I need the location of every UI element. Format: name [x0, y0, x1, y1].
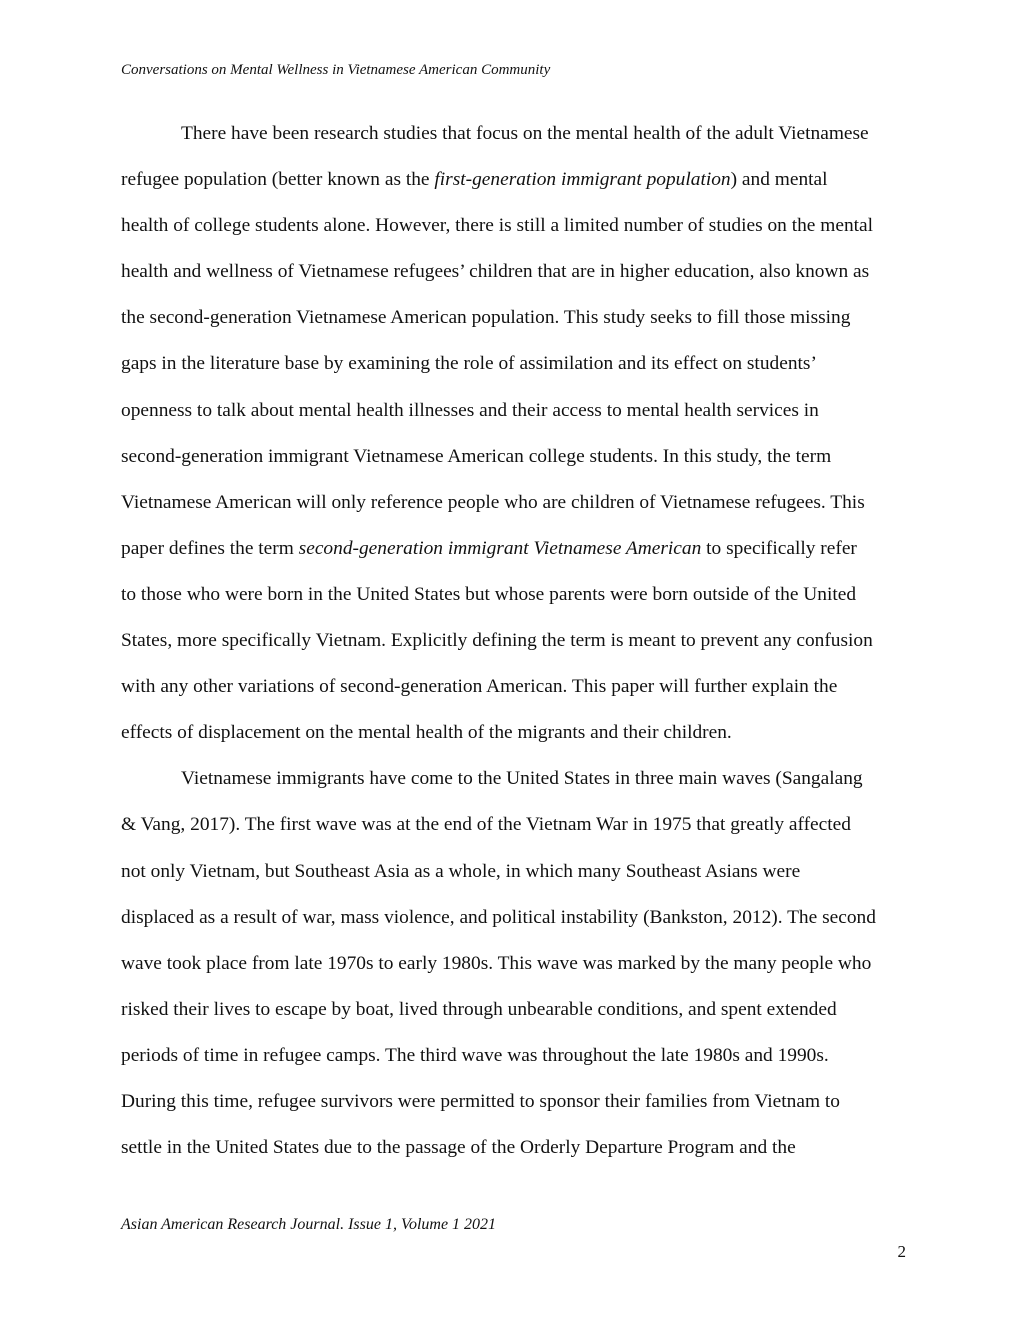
text-line — [121, 765, 911, 811]
text-run: not only Vietnam, but Southeast Asia as a whole, in which many Southeast Asians were — [121, 860, 801, 882]
text-line — [121, 258, 911, 304]
text-line — [121, 304, 911, 350]
text-run: paper defines the term — [121, 537, 299, 559]
text-line — [121, 996, 911, 1042]
text-run: health and wellness of Vietnamese refugees’ children that are in higher education, also known as — [121, 261, 870, 283]
text-line — [121, 858, 911, 904]
text-line — [121, 489, 911, 535]
text-line — [121, 1042, 911, 1088]
text-run: displaced as a result of war, mass violence, and political instability (Bankston, 2012). The second — [121, 906, 876, 928]
text-run: openness to talk about mental health illnesses and their access to mental health services in — [121, 399, 819, 421]
text-run: to those who were born in the United States but whose parents were born outside of the United — [121, 583, 857, 605]
text-run: refugee population (better known as the — [121, 169, 435, 191]
text-line — [121, 581, 911, 627]
text-line — [121, 673, 911, 719]
text-run: & Vang, 2017). The first wave was at the end of the Vietnam War in 1975 that greatly affected — [121, 814, 851, 836]
text-run: States, more specifically Vietnam. Explicitly defining the term is meant to prevent any confusion — [121, 630, 873, 652]
text-line — [121, 627, 911, 673]
text-line — [121, 719, 911, 765]
text-run: There have been research studies that focus on the mental health of the adult Vietnamese — [181, 123, 869, 144]
text-run: second-generation immigrant Vietnamese American college students. In this study, the term — [121, 445, 832, 467]
text-line — [121, 1088, 911, 1134]
text-run: During this time, refugee survivors were permitted to sponsor their families from Vietnam to — [121, 1090, 840, 1112]
text-line — [121, 166, 911, 212]
text-line — [121, 950, 911, 996]
italic-term: second-generation immigrant Vietnamese American — [298, 537, 702, 559]
text-run: to specifically refer — [701, 537, 857, 559]
text-run: Vietnamese American will only reference people who are children of Vietnamese refugees. This — [121, 491, 865, 513]
text-run: risked their lives to escape by boat, lived through unbearable conditions, and spent extended — [121, 998, 837, 1020]
text-line — [121, 811, 911, 857]
text-line — [121, 397, 911, 443]
text-run: wave took place from late 1970s to early 1980s. This wave was marked by the many people who — [121, 952, 872, 974]
text-run: health of college students alone. However, there is still a limited number of studies on the mental — [121, 215, 874, 237]
text-run: with any other variations of second-generation American. This paper will further explain the — [121, 676, 838, 698]
text-line — [121, 350, 911, 396]
text-line — [121, 212, 911, 258]
text-line — [121, 1134, 911, 1180]
text-line — [121, 443, 911, 489]
text-run: settle in the United States due to the passage of the Orderly Departure Program and the — [121, 1137, 796, 1159]
text-line — [121, 904, 911, 950]
body-text — [121, 120, 911, 1180]
italic-term: first-generation immigrant population — [434, 169, 731, 191]
page-number: 2 — [897, 1242, 906, 1261]
running-header: Conversations on Mental Wellness in Vietnamese American Community — [121, 62, 551, 78]
text-run: ) and mental — [730, 169, 828, 191]
text-run: Vietnamese immigrants have come to the United States in three main waves (Sangalang — [181, 768, 863, 790]
text-line — [121, 535, 911, 581]
text-run: gaps in the literature base by examining the role of assimilation and its effect on students’ — [121, 353, 817, 375]
text-run: the second-generation Vietnamese American population. This study seeks to fill those missing — [121, 307, 851, 329]
text-run: effects of displacement on the mental health of the migrants and their children. — [121, 722, 732, 744]
text-line — [121, 120, 911, 166]
text-run: periods of time in refugee camps. The third wave was throughout the late 1980s and 1990s. — [121, 1044, 829, 1066]
footer-journal-citation: Asian American Research Journal. Issue 1, Volume 1 2021 — [121, 1216, 497, 1233]
